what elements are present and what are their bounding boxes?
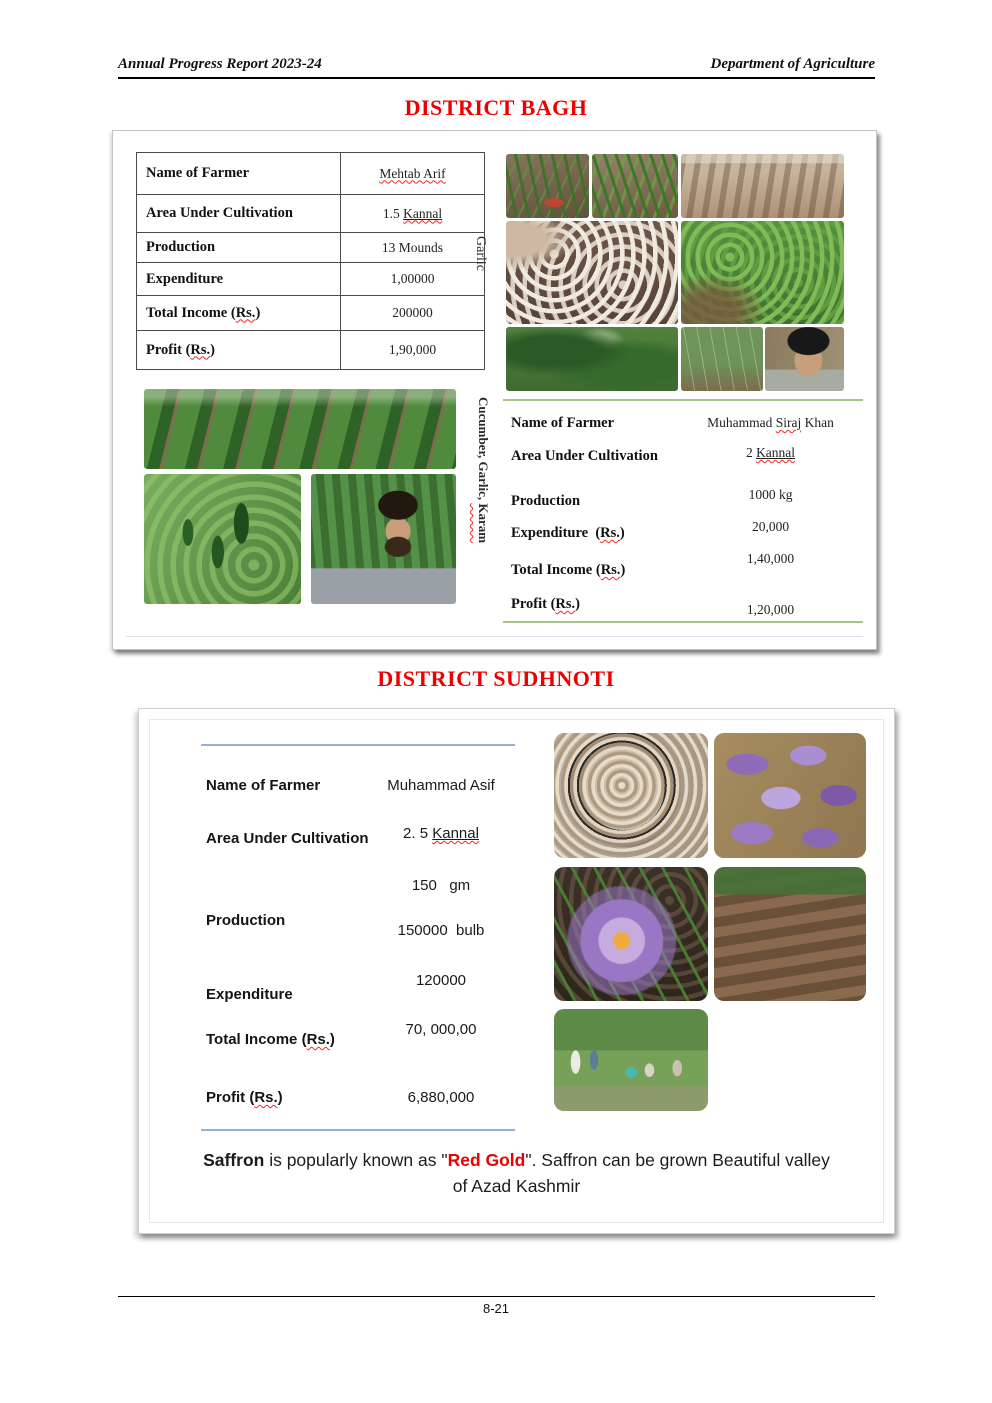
row-value: 70, 000,00 (405, 1021, 477, 1038)
row-label: Total Income (Rs.) (511, 562, 626, 578)
row-value: 2 Kannal (745, 445, 796, 460)
row-value: 1,00000 (390, 271, 435, 286)
row-label: Expenditure (146, 270, 224, 287)
report-header-right: Department of Agriculture (710, 56, 875, 72)
row-value: 120000 (415, 972, 467, 989)
row-label: Production (146, 239, 216, 255)
saffron-caption-line2: of Azad Kashmir (452, 1176, 581, 1197)
photo-cucumber-rows (144, 389, 456, 469)
row-value: 13 Mounds (381, 239, 444, 255)
box-divider-line (126, 636, 863, 637)
table-row (137, 153, 485, 195)
district-bagh-title: DISTRICT BAGH (404, 95, 588, 120)
row-label: Total Income (Rs.) (206, 1031, 335, 1048)
row-value: Muhammad Siraj Khan (707, 415, 834, 430)
row-label: Name of Farmer (511, 415, 615, 431)
row-label: Area Under Cultivation (511, 448, 658, 464)
table-row (137, 263, 485, 296)
page-number: 8-21 (482, 1301, 510, 1316)
photo-field-netting (681, 327, 763, 391)
table-row: Area Under Cultivation 1.5 Kannal (137, 195, 485, 233)
photo-plowed-rows (714, 867, 866, 1001)
photo-saffron-petals (714, 733, 866, 858)
table-row: Total Income (Rs.) 200000 (137, 296, 485, 331)
row-label: Profit (Rs.) (511, 596, 581, 612)
row-value: Mehtab Arif (379, 165, 446, 181)
bagh-section-box (112, 130, 877, 650)
photo-crop-leaves (506, 327, 678, 391)
table-row (137, 233, 485, 263)
row-label: Name of Farmer (146, 165, 250, 181)
table-rule-bottom (201, 1129, 515, 1131)
header-rule (118, 77, 875, 79)
footer-rule (118, 1296, 875, 1297)
row-label: Production (511, 493, 581, 509)
row-label: Expenditure (Rs.) (511, 525, 625, 541)
bagh-photo-collage-bottom (144, 389, 456, 604)
row-value: 150000 bulb (397, 922, 485, 939)
row-value: 1,90,000 (388, 342, 437, 357)
row-value: 150 gm (411, 877, 471, 894)
crop-label-mixed: Cucumber, Garlic, Karam (476, 397, 491, 544)
bagh-farmer2-table (503, 399, 863, 623)
bagh-photo-collage-top (503, 154, 846, 391)
row-value: Kannal (403, 205, 443, 221)
photo-garlic-plants-2 (592, 154, 678, 218)
row-value: 6,880,000 (407, 1089, 475, 1106)
table-row: Profit (Rs.) 1,90,000 (137, 331, 485, 370)
row-value: 1,20,000 (746, 602, 795, 617)
photo-green-crop (681, 221, 844, 324)
photo-farmer-selfie (311, 474, 456, 604)
row-value: 1000 kg (748, 487, 793, 502)
row-value: 20,000 (751, 519, 790, 534)
photo-farmer-portrait (765, 327, 844, 391)
row-label: Profit (Rs.) (206, 1089, 283, 1106)
photo-cucumbers-closeup (144, 474, 301, 604)
photo-saffron-petals-closeup (714, 1009, 866, 1111)
sudhnoti-section-box (138, 708, 895, 1234)
table-rule-top (201, 744, 515, 746)
photo-garlic-harvest (506, 221, 678, 324)
photo-saffron-crocus-flower (554, 867, 708, 1001)
row-label: Expenditure (206, 986, 293, 1003)
photo-garlic-plants-1 (506, 154, 589, 218)
sudhnoti-photo-grid (554, 733, 866, 1111)
district-sudhnoti-title: DISTRICT SUDHNOTI (377, 666, 615, 691)
report-header-left: Annual Progress Report 2023-24 (118, 56, 322, 72)
row-value: 200000 (392, 305, 433, 320)
row-label: Name of Farmer (206, 777, 321, 794)
row-label: Profit ( (146, 341, 191, 358)
row-label: Area Under Cultivation (146, 205, 293, 221)
photo-field-workers (554, 1009, 708, 1111)
row-label: Area Under Cultivation (206, 830, 369, 847)
row-value: 1,40,000 (746, 551, 795, 566)
crop-label-garlic: Garlic (473, 236, 488, 271)
row-label: Total Income ( (146, 304, 236, 321)
photo-saffron-bulbs-bowl (554, 733, 708, 858)
photo-plowed-field (681, 154, 844, 218)
row-value: Muhammad Asif (387, 777, 495, 794)
row-value: 2. 5 Kannal (403, 825, 479, 842)
saffron-caption: Saffron is popularly known as "Red Gold". Saffron can be grown Beautiful valley of Azad Kashmir (167, 1147, 866, 1200)
row-label: Production (206, 912, 286, 929)
bagh-farmer1-table (136, 152, 485, 370)
